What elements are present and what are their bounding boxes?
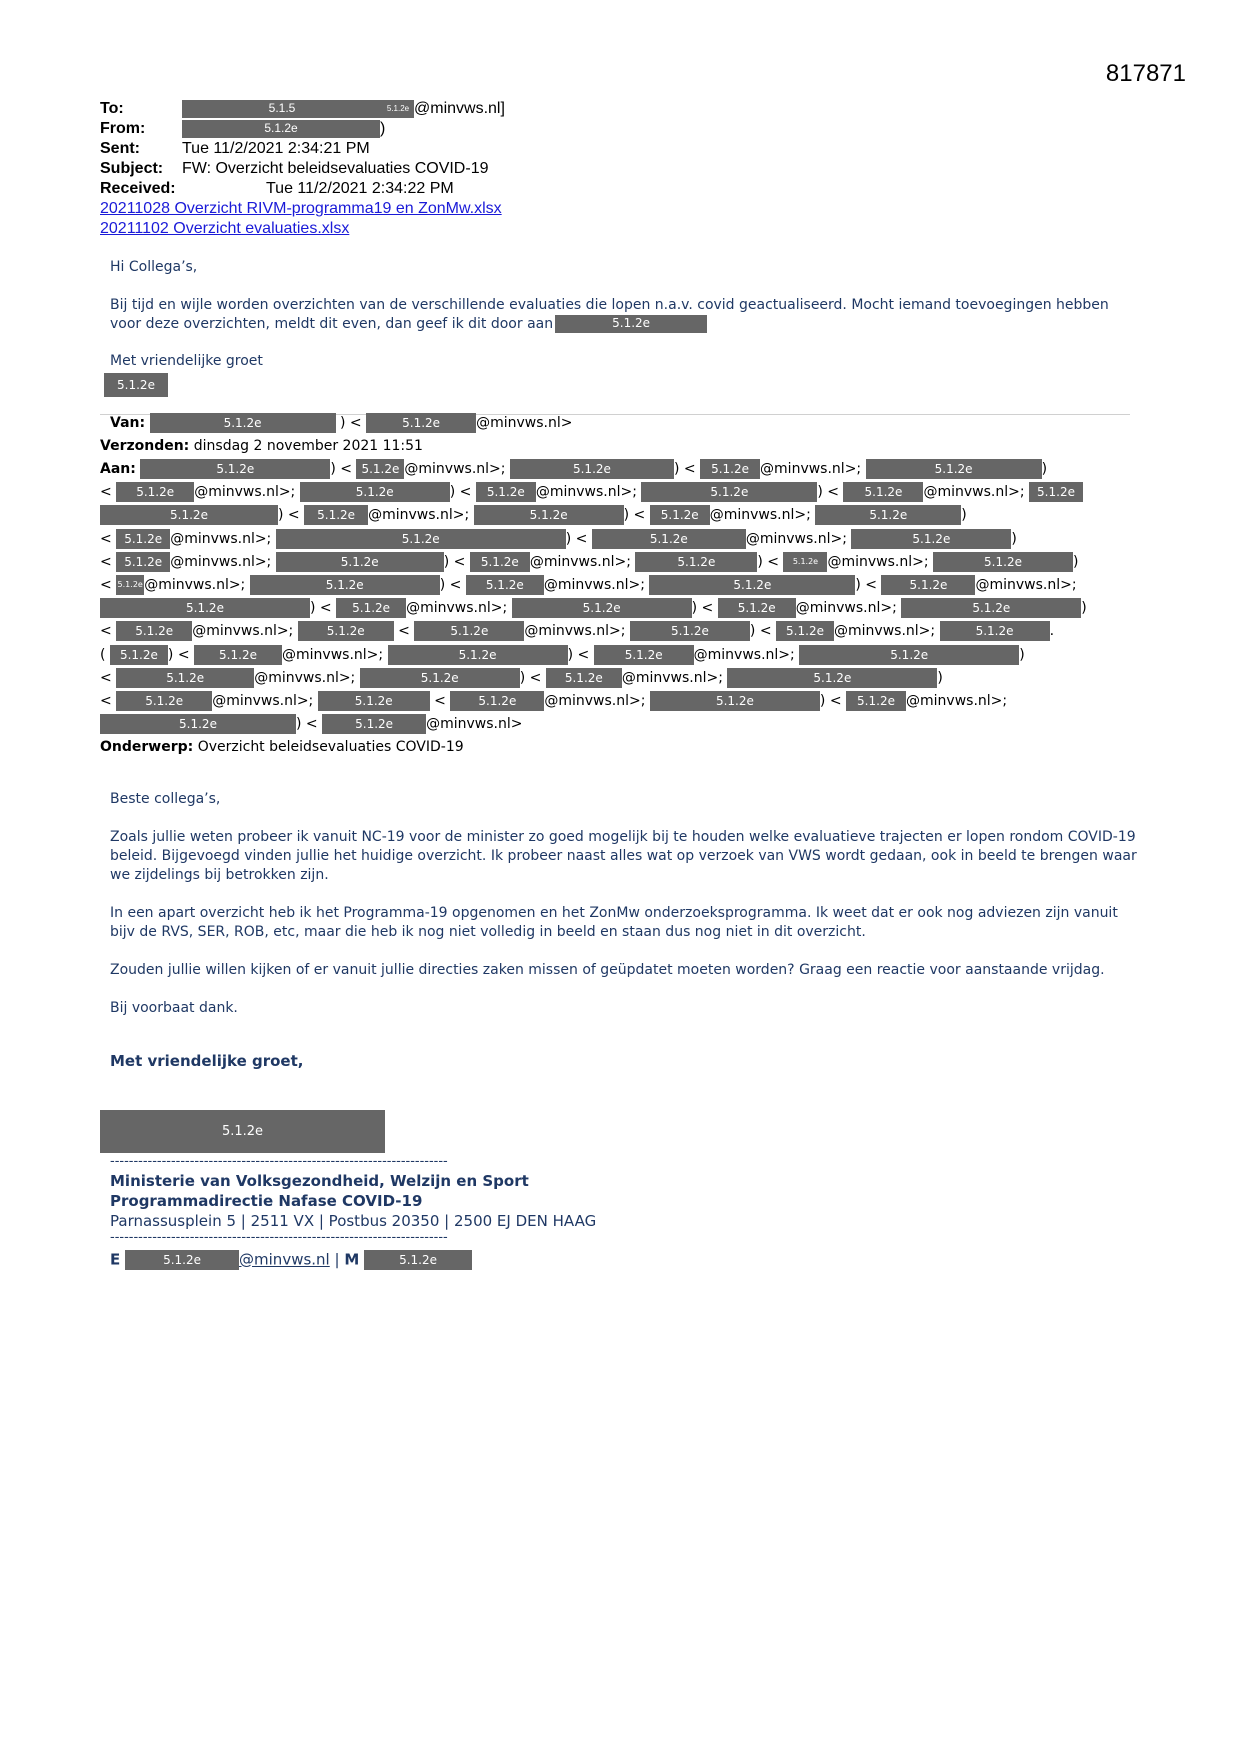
van-row: Van: 5.1.2e ) < 5.1.2e @minvws.nl> xyxy=(110,415,573,431)
subject-value: FW: Overzicht beleidsevaluaties COVID-19 xyxy=(182,160,489,177)
message-body xyxy=(110,258,1140,397)
dash-separator: ------------------------------------------------------------------------ xyxy=(110,1154,448,1169)
from-suffix: ) xyxy=(380,120,386,137)
closing-redaction: 5.1.2e xyxy=(104,373,1140,397)
dash-separator: ------------------------------------------------------------------------ xyxy=(110,1230,448,1245)
paragraph: In een apart overzicht heb ik het Programma-19 opgenomen en het ZonMw onderzoeksprogramma. Ik weet dat er ook nog adviezen zijn vanuit bijv de RVS, SER, ROB, etc, maar die heb ik nog niet volledig in beeld en staan dus nog niet in dit overzicht. xyxy=(110,905,1118,940)
sent-label: Sent: xyxy=(100,140,140,157)
redaction-box: 5.1.2e xyxy=(100,1110,385,1153)
from-label: From: xyxy=(100,120,146,137)
email-header xyxy=(100,99,505,239)
document-number: 817871 xyxy=(1105,60,1186,87)
closing: Met vriendelijke groet, xyxy=(110,1052,304,1070)
subject-row xyxy=(100,159,505,179)
redaction-box: 5.1.2e xyxy=(182,120,380,138)
greeting: Beste collega’s, xyxy=(110,791,221,807)
closing: Met vriendelijke groet xyxy=(110,353,263,369)
forwarded-header xyxy=(100,412,1140,759)
received-value: Tue 11/2/2021 2:34:22 PM xyxy=(266,180,454,197)
paragraph: Zoals jullie weten probeer ik vanuit NC-19 voor de minister zo goed mogelijk bij te houden welke evaluatieve trajecten er lopen rondom COVID-19 beleid. Bijgevoegd vinden jullie het huidige overzicht. Ik probeer naast alles wat op verzoek van VWS wordt gedaan, ook in beeld te brengen waar we zijdelings bij betrokken zijn. xyxy=(110,829,1137,883)
from-row xyxy=(100,119,505,139)
to-suffix: @minvws.nl] xyxy=(414,100,505,117)
sent-value: Tue 11/2/2021 2:34:21 PM xyxy=(182,140,370,157)
org-address: Parnassusplein 5 | 2511 VX | Postbus 20350 | 2500 EJ DEN HAAG xyxy=(110,1212,597,1230)
email-link[interactable]: @minvws.nl xyxy=(239,1250,330,1269)
org-directorate: Programmadirectie Nafase COVID-19 xyxy=(110,1192,423,1210)
redaction-box: 5.1.5 xyxy=(182,100,382,118)
sent-row xyxy=(100,139,505,159)
aan-recipients: Aan: 5.1.2e ) < 5.1.2e @minvws.nl>; 5.1.2e ) < 5.1.2e @minvws.nl>; 5.1.2e ) < 5.1.2e @minvws.nl>; 5.1.2e ) < 5.1.2e @minvws.nl>; 5.1.2e ) < 5.1.2e @minvws.nl>; 5.1.2e 5.1.2e ) < 5.1.2e @minvws.nl>; 5.1.2e ) < 5.1.2e @minvws.nl>; 5.1.2e ) < 5.1.2e @minvws.nl>; 5.1.2e ) < 5.1.2e @minvws.nl>; 5.1.2e ) < 5.1.2e @minvws.nl>; 5.1.2e ) < 5.1.2e @minvws.nl>; 5.1.2e ) < 5.1.2e @minvws.nl>; 5.1.2e ) < 5.1.2e@minvws.nl>; 5.1.2e ) < 5.1.2e @minvws.nl>; 5.1.2e ) < 5.1.2e @minvws.nl>; 5.1.2e ) < 5.1.2e @minvws.nl>; 5.1.2e ) < 5.1.2e @minvws.nl>; 5.1.2e ) < 5.1.2e @minvws.nl>; 5.1.2e < 5.1.2e @minvws.nl>; 5.1.2e ) < 5.1.2e @minvws.nl>; 5.1.2e . ( 5.1.2e ) < 5.1.2e @minvws.nl>; 5.1.2e ) < 5.1.2e @minvws.nl>; 5.1.2e ) < 5.1.2e @minvws.nl>; 5.1.2e ) < 5.1.2e @minvws.nl>; 5.1.2e ) < 5.1.2e @minvws.nl>; 5.1.2e < 5.1.2e @minvws.nl>; 5.1.2e ) < 5.1.2e @minvws.nl>; 5.1.2e ) < 5.1.2e @minvws.nl> xyxy=(100,461,1087,733)
subject-label: Subject: xyxy=(100,160,164,177)
attachment-link[interactable]: 20211028 Overzicht RIVM-programma19 en ZonMw.xlsx xyxy=(100,200,502,217)
redaction-box: 5.1.2e xyxy=(382,100,414,118)
contact-line: E 5.1.2e @minvws.nl | M 5.1.2e xyxy=(110,1250,472,1270)
org-name: Ministerie van Volksgezondheid, Welzijn en Sport xyxy=(110,1172,529,1190)
attachment-link[interactable]: 20211102 Overzicht evaluaties.xlsx xyxy=(100,220,350,237)
message-paragraph: Bij tijd en wijle worden overzichten van de verschillende evaluaties die lopen n.a.v. covid geactualiseerd. Mocht iemand toevoegingen hebben voor deze overzichten, meldt dit even, dan geef ik dit door aan 5.1.2e xyxy=(110,297,1109,332)
paragraph: Bij voorbaat dank. xyxy=(110,1000,238,1016)
greeting: Hi Collega’s, xyxy=(110,259,198,275)
to-label: To: xyxy=(100,100,124,117)
received-label: Received: xyxy=(100,180,176,197)
forwarded-body xyxy=(110,790,1140,1090)
onderwerp-row: Onderwerp: Overzicht beleidsevaluaties COVID-19 xyxy=(100,739,464,756)
paragraph: Zouden jullie willen kijken of er vanuit jullie directies zaken missen of geüpdatet moeten worden? Graag een reactie voor aanstaande vrijdag. xyxy=(110,962,1105,978)
to-row xyxy=(100,99,505,119)
verzonden-row: Verzonden: dinsdag 2 november 2021 11:51 xyxy=(100,438,423,454)
received-row xyxy=(100,179,505,199)
